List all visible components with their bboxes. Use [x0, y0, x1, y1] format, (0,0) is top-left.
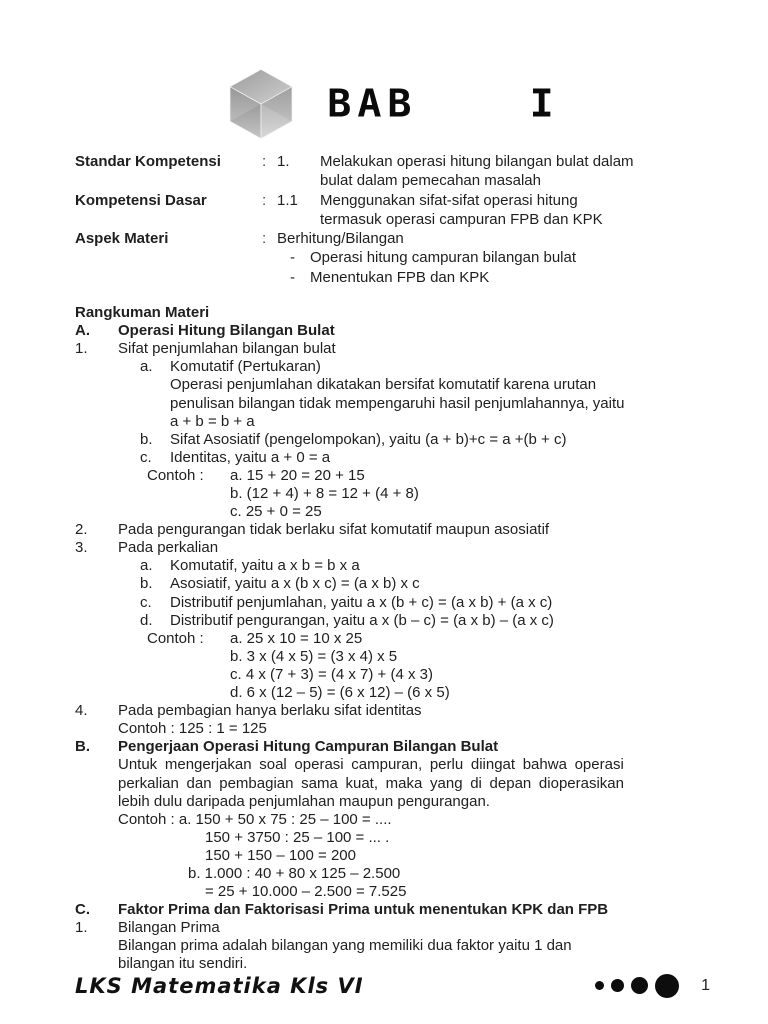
- line-text: Untuk mengerjakan soal operasi campuran, perlu diingat bahwa operasi: [118, 756, 624, 774]
- body-line: [75, 575, 710, 593]
- list-marker: b.: [140, 430, 153, 448]
- book-title: LKS Matematika Kls VI: [75, 973, 364, 998]
- dot-icon: [611, 979, 624, 992]
- line-text: 150 + 150 – 100 = 200: [205, 846, 356, 864]
- list-marker: 3.: [75, 539, 88, 557]
- body-line: [75, 919, 710, 937]
- list-marker: c.: [140, 593, 152, 611]
- dash-bullet: -: [290, 249, 295, 267]
- line-text: Pada perkalian: [118, 539, 219, 557]
- line-text: d. 6 x (12 – 5) = (6 x 12) – (6 x 5): [230, 684, 450, 702]
- dash-item-text: Operasi hitung campuran bilangan bulat: [310, 249, 577, 267]
- body-line: [75, 955, 710, 973]
- meta-label: Standar Kompetensi: [75, 153, 221, 170]
- meta-text-line: Melakukan operasi hitung bilangan bulat dalam: [320, 153, 634, 170]
- meta-colon: :: [262, 153, 267, 170]
- list-marker: a.: [140, 358, 153, 376]
- meta-text: [320, 152, 710, 191]
- body-line: [75, 720, 710, 738]
- body-line: [75, 847, 710, 865]
- line-text: Faktor Prima dan Faktorisasi Prima untuk menentukan KPK dan FPB: [118, 901, 609, 919]
- line-text: Operasi penjumlahan dikatakan bersifat komutatif karena urutan: [170, 376, 597, 394]
- body-line: [75, 503, 710, 521]
- line-text: lebih dulu daripada penjumlahan maupun pengurangan.: [118, 792, 490, 810]
- body-line: [75, 793, 710, 811]
- line-text: c. 4 x (7 + 3) = (4 x 7) + (4 x 3): [230, 665, 433, 683]
- list-marker: 1.: [75, 919, 88, 937]
- meta-row-kompetensi-dasar: [75, 191, 710, 230]
- body-line: [75, 304, 710, 322]
- line-text: Distributif penjumlahan, yaitu a x (b + c) = (a x b) + (a x c): [170, 593, 553, 611]
- list-marker: a.: [140, 557, 153, 575]
- list-marker: Contoh :: [147, 466, 204, 484]
- line-text: Sifat Asosiatif (pengelompokan), yaitu (a + b)+c = a +(b + c): [170, 430, 567, 448]
- meta-row-standar-kompetensi: [75, 152, 710, 191]
- body-line: [75, 775, 710, 793]
- body-line: [75, 557, 710, 575]
- meta-text-line: Berhitung/Bilangan: [277, 230, 404, 248]
- meta-text-line: Menggunakan sifat-sifat operasi hitung: [320, 191, 578, 209]
- line-text: Identitas, yaitu a + 0 = a: [170, 448, 331, 466]
- body-line: [75, 883, 710, 901]
- list-marker: C.: [75, 901, 90, 919]
- meta-colon: :: [262, 230, 267, 248]
- line-text: Rangkuman Materi: [75, 304, 210, 322]
- dot-icon: [655, 974, 679, 998]
- body-line: [75, 666, 710, 684]
- four-dots-icon: [595, 974, 679, 998]
- line-text: Asosiatif, yaitu a x (b x c) = (a x b) x c: [170, 575, 420, 593]
- line-text: perkalian dan pembagian sama kuat, maka yang di depan dioperasikan: [118, 774, 624, 792]
- list-marker: B.: [75, 738, 90, 756]
- line-text: Distributif pengurangan, yaitu a x (b – c) = (a x b) – (a x c): [170, 611, 554, 629]
- list-marker: 1.: [75, 340, 88, 358]
- body-line: [75, 395, 710, 413]
- body-line: [75, 322, 710, 340]
- meta-text: [320, 191, 710, 230]
- body-line: [75, 358, 710, 376]
- dash-item: [277, 268, 710, 287]
- list-marker: 4.: [75, 702, 88, 720]
- competency-block: [75, 152, 710, 287]
- body-line: [75, 612, 710, 630]
- line-text: bilangan itu sendiri.: [118, 955, 248, 973]
- page-footer: [75, 974, 710, 1024]
- dash-item-text: Menentukan FPB dan KPK: [310, 268, 490, 286]
- meta-label: Kompetensi Dasar: [75, 191, 207, 209]
- body-line: [75, 811, 710, 829]
- body-lines: [75, 304, 710, 973]
- list-marker: b.: [140, 575, 153, 593]
- list-marker: A.: [75, 322, 90, 340]
- line-text: 150 + 3750 : 25 – 100 = ... .: [205, 828, 390, 846]
- body-line: [75, 901, 710, 919]
- meta-number: 1.: [277, 153, 290, 170]
- body-line: [75, 539, 710, 557]
- body-line: [75, 594, 710, 612]
- line-text: Bilangan Prima: [118, 919, 220, 937]
- line-text: b. (12 + 4) + 8 = 12 + (4 + 8): [230, 485, 419, 503]
- line-text: penulisan bilangan tidak mempengaruhi hasil penjumlahannya, yaitu: [170, 394, 625, 412]
- list-marker: 2.: [75, 521, 88, 539]
- list-marker: d.: [140, 611, 153, 629]
- line-text: Contoh : a. 150 + 50 x 75 : 25 – 100 = ....: [118, 810, 392, 828]
- body-line: [75, 431, 710, 449]
- body-line: [75, 413, 710, 431]
- line-text: b. 1.000 : 40 + 80 x 125 – 2.500: [188, 864, 401, 882]
- body-line: [75, 829, 710, 847]
- page-number: 1: [701, 976, 710, 994]
- line-text: a + b = b + a: [170, 412, 255, 430]
- body-line: [75, 449, 710, 467]
- list-marker: Contoh :: [147, 629, 204, 647]
- meta-text-line: bulat dalam pemecahan masalah: [320, 172, 541, 190]
- body-line: [75, 340, 710, 358]
- line-text: Operasi Hitung Bilangan Bulat: [118, 322, 335, 340]
- body-line: [75, 521, 710, 539]
- body-line: [75, 648, 710, 666]
- line-text: b. 3 x (4 x 5) = (3 x 4) x 5: [230, 647, 398, 665]
- line-text: Contoh : 125 : 1 = 125: [118, 720, 267, 738]
- meta-text-line: termasuk operasi campuran FPB dan KPK: [320, 210, 603, 228]
- body-line: [75, 376, 710, 394]
- meta-label: Aspek Materi: [75, 230, 169, 248]
- line-text: Komutatif, yaitu a x b = b x a: [170, 557, 360, 575]
- dash-bullet: -: [290, 268, 295, 286]
- chapter-title: BAB I: [327, 82, 560, 126]
- body-line: [75, 865, 710, 883]
- footer-right: [595, 974, 710, 998]
- body-line: [75, 738, 710, 756]
- body-line: [75, 485, 710, 503]
- body-line: [75, 756, 710, 774]
- body-line: [75, 937, 710, 955]
- line-text: Pada pembagian hanya berlaku sifat identitas: [118, 702, 422, 720]
- line-text: a. 15 + 20 = 20 + 15: [230, 466, 365, 484]
- meta-row-aspek-materi: [75, 229, 710, 287]
- body-line: [75, 702, 710, 720]
- meta-text: [277, 229, 710, 287]
- line-text: Sifat penjumlahan bilangan bulat: [118, 340, 336, 358]
- chapter-header: [75, 68, 710, 140]
- dash-item: [277, 248, 710, 267]
- cube-icon: [225, 68, 297, 140]
- line-text: c. 25 + 0 = 25: [230, 503, 322, 521]
- dot-icon: [631, 977, 648, 994]
- body-line: [75, 630, 710, 648]
- line-text: Komutatif (Pertukaran): [170, 358, 321, 376]
- body-line: [75, 684, 710, 702]
- line-text: = 25 + 10.000 – 2.500 = 7.525: [205, 883, 407, 901]
- list-marker: c.: [140, 448, 152, 466]
- line-text: Pengerjaan Operasi Hitung Campuran Bilangan Bulat: [118, 738, 499, 756]
- line-text: Bilangan prima adalah bilangan yang memiliki dua faktor yaitu 1 dan: [118, 937, 572, 955]
- meta-colon: :: [262, 191, 267, 209]
- meta-number: 1.1: [277, 191, 298, 209]
- body-line: [75, 467, 710, 485]
- line-text: Pada pengurangan tidak berlaku sifat komutatif maupun asosiatif: [118, 521, 550, 539]
- line-text: a. 25 x 10 = 10 x 25: [230, 629, 363, 647]
- dot-icon: [595, 981, 604, 990]
